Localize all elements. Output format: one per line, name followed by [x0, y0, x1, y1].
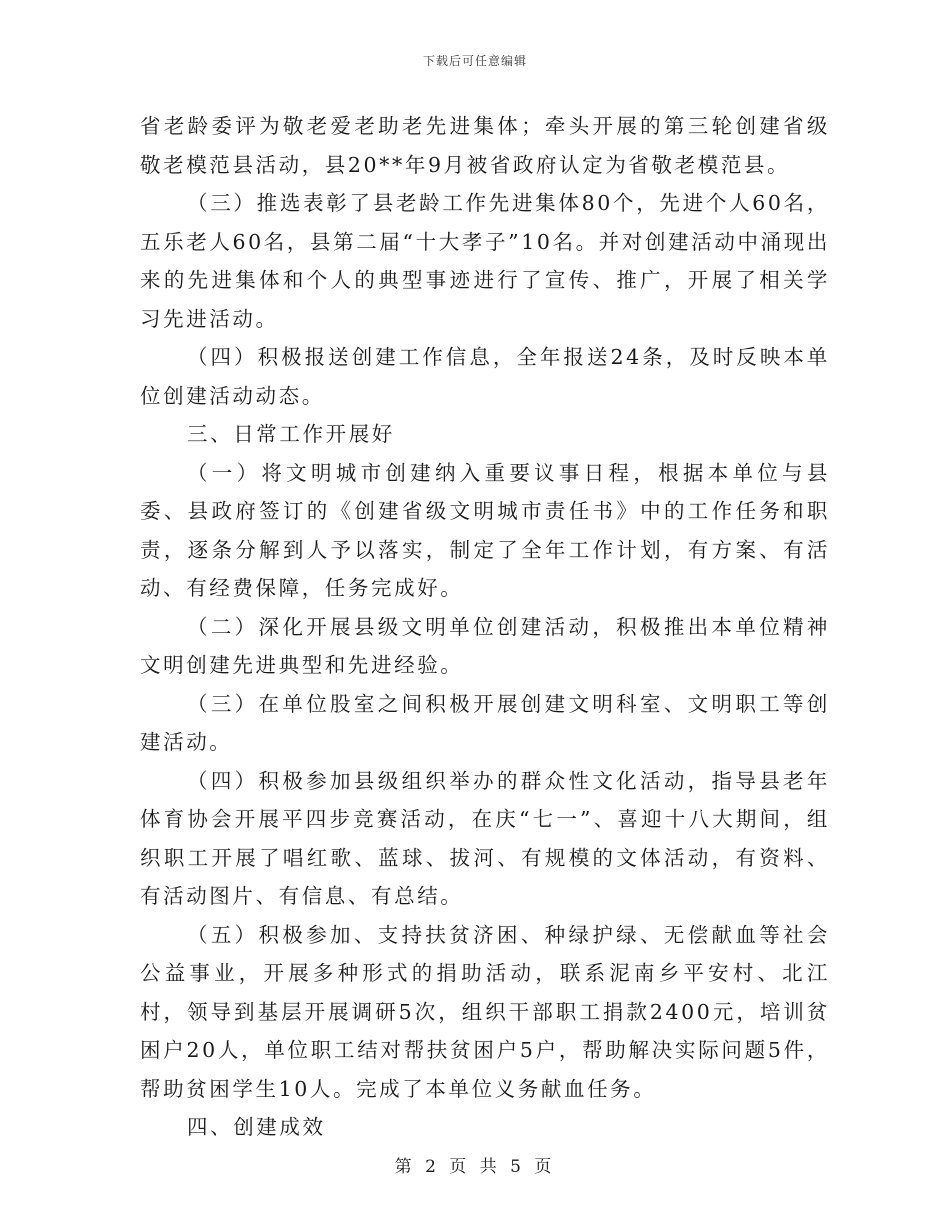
- page-footer: 第 2 页 共 5 页: [394, 1157, 556, 1177]
- paragraph-5: （二）深化开展县级文明单位创建活动，积极推出本单位精神文明创建先进典型和先进经验。: [140, 614, 830, 677]
- paragraph-4: （一）将文明城市创建纳入重要议事日程，根据本单位与县委、县政府签订的《创建省级文明城市责任书》中的工作任务和职责，逐条分解到人予以落实，制定了全年工作计划，有方案、有活动、有经费保障，任务完成好。: [140, 460, 830, 600]
- paragraph-1: 省老龄委评为敬老爱老助老先进集体；牵头开展的第三轮创建省级敬老模范县活动，县20**年9月被省政府认定为省敬老模范县。: [140, 114, 830, 177]
- paragraph-6: （三）在单位股室之间积极开展创建文明科室、文明职工等创建活动。: [140, 691, 830, 754]
- paragraph-8: （五）积极参加、支持扶贫济困、种绿护绿、无偿献血等社会公益事业，开展多种形式的捐助活动，联系泥南乡平安村、北江村，领导到基层开展调研5次，组织干部职工捐款2400元，培训贫困户20人，单位职工结对帮扶贫困户5户，帮助解决实际问题5件，帮助贫困学生10人。完成了本单位义务献血任务。: [140, 922, 830, 1101]
- paragraph-3: （四）积极报送创建工作信息，全年报送24条，及时反映本单位创建活动动态。: [140, 345, 830, 408]
- page-header: 下载后可任意编辑: [422, 54, 527, 68]
- document-body: [140, 107, 830, 1147]
- paragraph-2: （三）推选表彰了县老龄工作先进集体80个，先进个人60名，五乐老人60名，县第二届“十大孝子”10名。并对创建活动中涌现出来的先进集体和个人的典型事迹进行了宣传、推广，开展了相关学习先进活动。: [140, 191, 830, 331]
- section-heading-4: 四、创建成效: [187, 1115, 326, 1139]
- paragraph-7: （四）积极参加县级组织举办的群众性文化活动，指导县老年体育协会开展平四步竞赛活动，在庆“七一”、喜迎十八大期间，组织职工开展了唱红歌、蓝球、拔河、有规模的文体活动，有资料、有活动图片、有信息、有总结。: [140, 768, 830, 908]
- section-heading-3: 三、日常工作开展好: [187, 422, 395, 446]
